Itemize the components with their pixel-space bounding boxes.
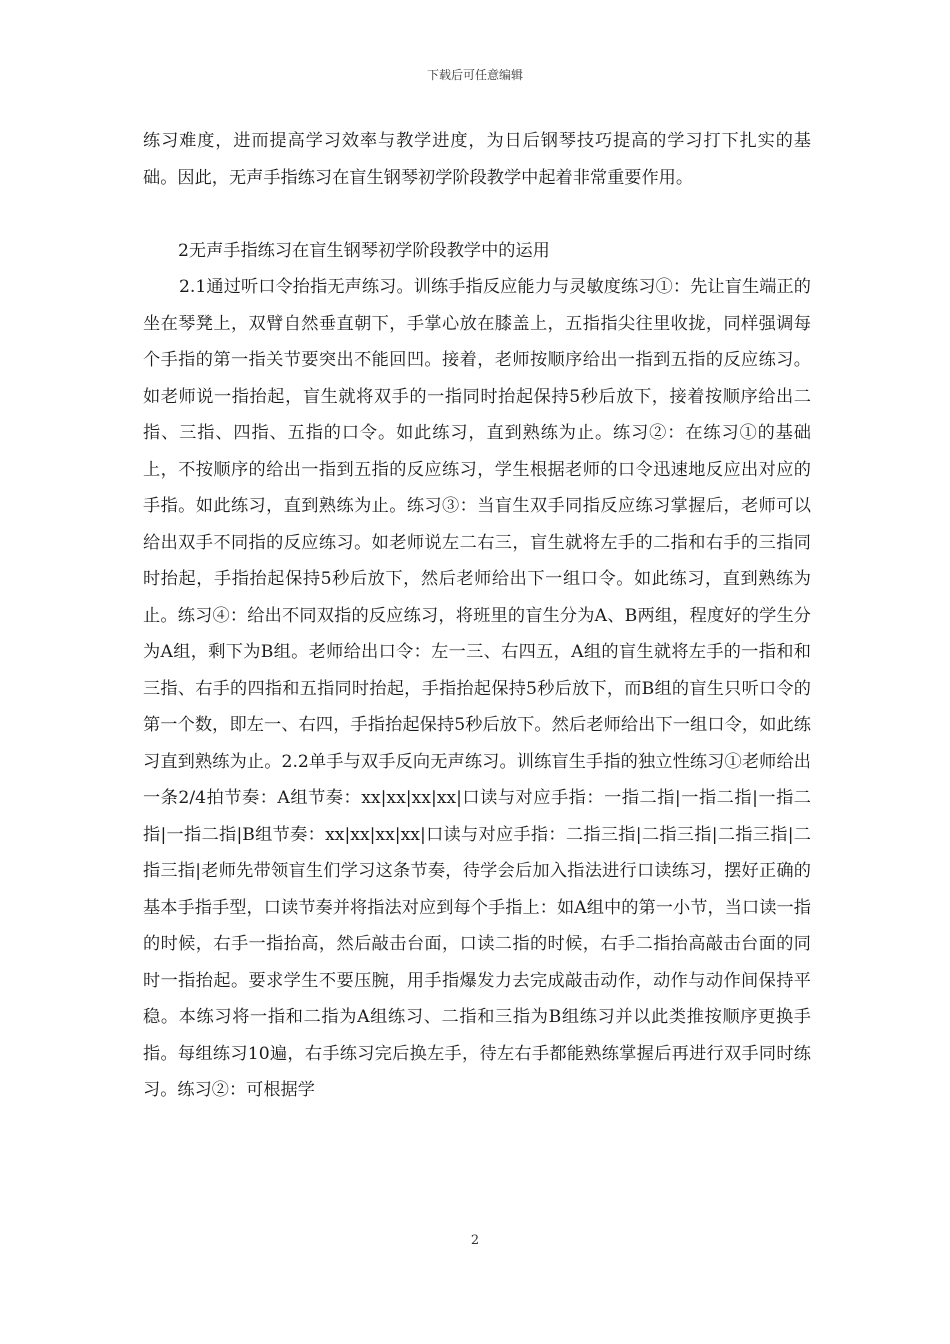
page-number: 2	[470, 1233, 480, 1248]
page-header: 下载后可任意编辑	[426, 68, 523, 82]
section-body-paragraph: 2.1通过听口令抬指无声练习。训练手指反应能力与灵敏度练习①：先让盲生端正的坐在琴凳上，双臂自然垂直朝下，手掌心放在膝盖上，五指指尖往里收拢，同样强调每个手指的第一指关节要突出不能回凹。接着，老师按顺序给出一指到五指的反应练习。如老师说一指抬起，盲生就将双手的一指同时抬起保持5秒后放下，接着按顺序给出二指、三指、四指、五指的口令。如此练习，直到熟练为止。练习②：在练习①的基础上，不按顺序的给出一指到五指的反应练习，学生根据老师的口令迅速地反应出对应的手指。如此练习，直到熟练为止。练习③：当盲生双手同指反应练习掌握后，老师可以给出双手不同指的反应练习。如老师说左二右三，盲生就将左手的二指和右手的三指同时抬起，手指抬起保持5秒后放下，然后老师给出下一组口令。如此练习，直到熟练为止。练习④：给出不同双指的反应练习，将班里的盲生分为A、B两组，程度好的学生分为A组，剩下为B组。老师给出口令：左一三、右四五，A组的盲生就将左手的一指和和三指、右手的四指和五指同时抬起，手指抬起保持5秒后放下，而B组的盲生只听口令的第一个数，即左一、右四，手指抬起保持5秒后放下。然后老师给出下一组口令，如此练习直到熟练为止。2.2单手与双手反向无声练习。训练盲生手指的独立性练习①老师给出一条2/4拍节奏：A组节奏：xx|xx|xx|xx|口读与对应手指：一指二指|一指二指|一指二指|一指二指|B组节奏：xx|xx|xx|xx|口读与对应手指：二指三指|二指三指|二指三指|二指三指|老师先带领盲生们学习这条节奏，待学会后加入指法进行口读练习，摆好正确的基本手指手型，口读节奏并将指法对应到每个手指上：如A组中的第一小节，当口读一指的时候，右手一指抬高，然后敲击台面，口读二指的时候，右手二指抬高敲击台面的同时一指抬起。要求学生不要压腕，用手指爆发力去完成敲击动作，动作与动作间保持平稳。本练习将一指和二指为A组练习、二指和三指为B组练习并以此类推按顺序更换手指。每组练习10遍，右手练习完后换左手，待左右手都能熟练掌握后再进行双手同时练习。练习②：可根据学	[143, 277, 811, 1100]
intro-paragraph: 练习难度，进而提高学习效率与教学进度，为日后钢琴技巧提高的学习打下扎实的基础。因此，无声手指练习在盲生钢琴初学阶段教学中起着非常重要作用。	[143, 131, 811, 188]
section-heading: 2无声手指练习在盲生钢琴初学阶段教学中的运用	[178, 241, 550, 261]
